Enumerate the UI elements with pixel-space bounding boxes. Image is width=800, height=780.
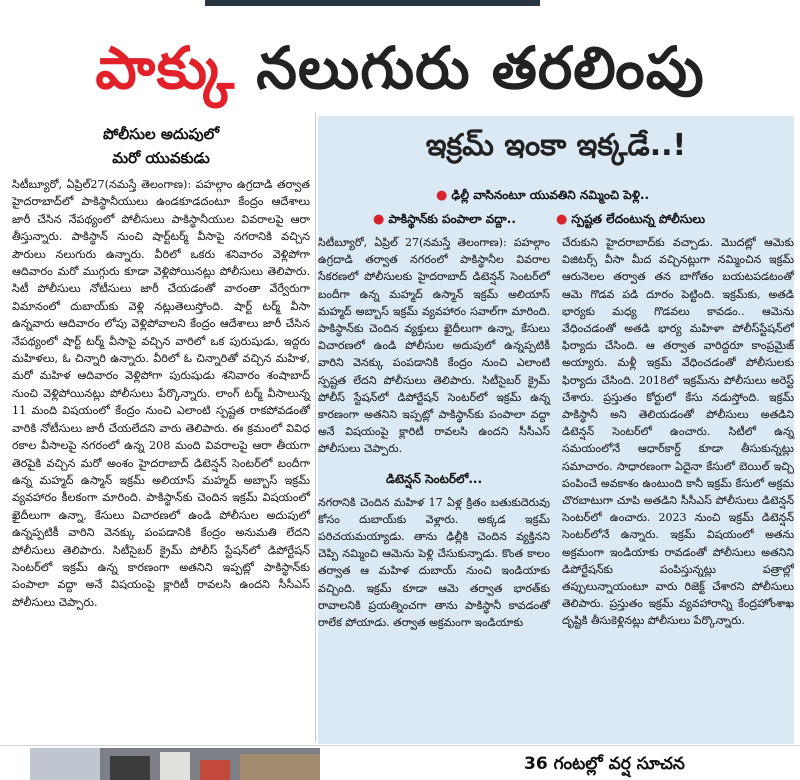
box-midheading: డిటెన్షన్ సెంటర్‌లో...: [385, 471, 483, 486]
left-article: [12, 118, 310, 738]
box-bullet-3: [556, 210, 705, 229]
bullet-dot-icon: ●: [436, 188, 448, 203]
box-bullet-2: [373, 210, 516, 229]
box-bullet-3-text: స్పష్టత లేదంటున్న పోలీసులు: [571, 212, 706, 226]
column-divider: [315, 112, 316, 742]
left-article-body: సిటీబ్యూరో, ఏప్రిల్27(నమస్తే తెలంగాణ): పహల్గాం ఉగ్రదాడి తర్వాత హైదరాబాద్‌లో పాకిస్థానీయులు ఉండకూడదంటూ కేంద్రం ఆదేశాలు జారీ చేసిన నేపథ్యంలో పోలీసులు పాకిస్థానీయుల వివరాలపై ఆరా తీస్తున్నారు. పాకిస్థాన్ నుంచి షార్ట్‌టర్మ్ వీసాపై నగరానికి వచ్చిన పౌరులు నలుగురు ఉన్నారు. వీరిలో ఒకరు శనివారం వెళ్లిపోగా ఆదివారం మరో ముగ్గురు కూడా వెళ్లిపోయినట్లు పోలీసులు తెలిపారు. సిటీ పోలీసులు నోటీసులు జారీ చేయడంతో వారంతా వేర్వేరుగా విమానంలో దుబాయ్‌కు వెళ్లి నట్లుతెలుస్తోంది. షార్ట్ టర్మ్ వీసా ఉన్నవారు ఆదివారం లోపు వెళ్లిపోవాలని కేంద్రం ఆదేశాలు జారీ చేసిన నేపథ్యంలో షార్ట్ టర్మ్ వీసాపై వచ్చిన వారిలో ఒక పురుషుడు, ఇద్దరు మహిళలు, ఓ చిన్నారి ఉన్నారు. వీరిలో ఓ చిన్నారితో వచ్చిన మహిళ, మరో మహిళ ఆదివారం వెళ్లిపోగా పురుషుడు శనివారం శంషాబాద్ నుంచి వెళ్లిపోయినట్లు పోలీసులు పేర్కొన్నారు. లాంగ్ టర్మ్ వీసాలున్న 11 మంది విషయంలో కేంద్రం నుంచి ఎలాంటి స్పష్టత రాకపోవడంతో వారికి నోటీసులు జారీ చేయలేదని వారు తెలిపారు. ఈ క్రమంలో వివిధ రకాల వీసాలపై నగరంలో ఉన్న 208 మంది వివరాలపై ఆరా తీయగా తెరపైకి వచ్చిన మరో అంశం హైదరాబాద్ డిటెన్షన్ సెంటర్‌లో బందీగా ఉన్న మహ్మద్ ఉస్మాన్ ఇక్రమ్ అలియాస్ మహ్మద్ అబ్బాస్ ఇక్రమ్ వ్యవహారం కీలకంగా మారింది. పాకిస్థాన్‌కు చెందిన ఇక్రమ్ విషయంలో ఖైదీలుగా ఉన్నా, కేసులు విచారణలో ఉండి పోలీసుల అదుపులో ఉన్నప్పటికీ వారిని వెనక్కు పంపడానికి కేంద్రం అనుమతి లేదని పోలీసులు తెలిపారు. సిటీసైబర్ క్రైమ్ పోలీస్ స్టేషన్‌లో డిపోర్టేషన్ సెంటర్‌లో ఇక్రమ్ ఉన్న కారణంగా అతనిని ఇప్పట్లో పాకిస్థాన్‌కు పంపాలా వద్దా అనే విషయంపై క్లారిటీ రావలసి ఉందని సీసీఎస్ పోలీసులు చెప్పారు.: [12, 178, 310, 609]
box-column-1-para-2: నగరానికి చెందిన మహిళ 17 ఏళ్ల క్రితం బతుకుదెరువు కోసం దుబాయ్‌కు వెళ్లారు. అక్కడ ఇక్రమ్ పరిచయమయ్యాడు. తాను ఢిల్లీకి చెందిన వ్యక్తినని చెప్పి నమ్మించి ఆమెను పెళ్లి చేసుకున్నాడు. కొంత కాలం తర్వాత ఆ మహిళ దుబాయ్ నుంచి ఇండియాకు వచ్చింది. ఇక్రమ్ కూడా ఆమె తర్వాత భారత్‌కు రావాలనికి ప్రయత్నించగా తాను పాకిస్థానీ కావడంతో రాలేక పోయాడు. తర్వాత అక్రమంగా ఇండియాకు: [318, 495, 550, 630]
bottom-rule: [0, 745, 800, 746]
box-column-2: [562, 234, 794, 630]
box-column-1: [318, 234, 550, 631]
box-headline: ఇక్రమ్ ఇంకా ఇక్కడే..!: [425, 128, 687, 163]
box-bullet-2-text: పాకిస్థాన్‌కు పంపాలా వద్దా..: [388, 212, 516, 226]
bullet-dot-icon: ●: [556, 212, 568, 227]
left-subheading: [12, 122, 310, 170]
box-column-2-text: చేరుకుని హైదరాబాద్‌కు వచ్చాడు. మొదట్లో ఆమెకు విజిటర్స్ వీసా మీద వచ్చినట్లుగా నమ్మించిన ఇక్రమ్ ఆరునెలల తర్వాత తన బాగోతం బయటపడటంతో ఆమె గొడవ పడి దూరం పెట్టింది. ఇక్రమ్‌కు, అతడి భార్యకు మధ్య గొడవలు కావడం.. ఆమెను వేధించడంతో అతడి భార్య మహిళా పోలీస్‌స్టేషన్‌లో ఫిర్యాదు చేసింది. ఆ తర్వాత వారిద్దరూ కాంప్రమైజ్ అయ్యారు. మళ్లీ ఇక్రమ్ వేధించడంతో పోలీసులకు ఫిర్యాదు చేసింది. 2018లో ఇక్రమ్‌ను పోలీసులు అరెస్ట్ చేశారు. ప్రస్తుతం కోర్టులో కేసు నడుస్తోంది. ఇక్రమ్ పాకిస్థానీ అని తెలియడంతో పోలీసులు అతడిని డిటెన్షన్ సెంటర్‌లో ఉంచారు. సిటీలో ఉన్న సమయంలోనే ఆధార్‌కార్డ్ కూడా తీసుకున్నట్లు సమాచారం. సాధారణంగా ఏదైనా కేసులో బెయిల్ ఇచ్చి పంపించే అవకాశం ఉంటుంది కానీ ఇక్రమ్ కేసులో అక్రమ చొరబాటుగా చూపి అతడిని సీసీఎస్ పోలీసులు డిటెన్షన్ సెంటర్‌లో ఉంచారు. 2023 నుంచి ఇక్రమ్ డిటెన్షన్ సెంటర్‌లోనే ఉన్నారు. ఇక్రమ్ విషయంలో అతను అక్రమంగా ఇండియాకు రావడంతో పోలీసులు అతనిని డిపోర్టేషన్‌కు పంపిస్తున్నట్లు పత్రాల్లో తప్పులున్నాయంటూ వారు రిజెక్ట్ చేశారని పోలీసులు తెలిపారు. ప్రస్తుతం ఇక్రమ్ వ్యవహారాన్ని కేంద్రహోంశాఖ దృష్టికి తీసుకెళ్లినట్లు పోలీసులు పేర్కొన్నారు.: [562, 236, 794, 628]
page-headline: [0, 28, 800, 108]
ikram-story-box: [318, 116, 794, 744]
box-column-1-para-1: సిటీబ్యూరో, ఏప్రిల్ 27(నమస్తే తెలంగాణ): పహల్గాం ఉగ్రదాడి తర్వాత నగరంలో పాకిస్థానీల వివరాల సేకరణలో పోలీసులకు హైదరాబాద్ డిటెన్షన్ సెంటర్‌లో బందీగా ఉన్న మహ్మద్ ఉస్మాన్ ఇక్రమ్ అలియాస్ మహ్మద్ అబ్బాస్ ఇక్రమ్ వ్యవహారం సవాల్‌గా మారింది. పాకిస్థాన్‌కు చెందిన వ్యక్తులు ఖైదీలుగా ఉన్నా, కేసులు విచారణలో ఉండి పోలీసుల అదుపులో ఉన్నప్పటికీ వారిని వెనక్కు పంపడానికి కేంద్రం నుంచి ఎలాంటి స్పష్టత లేదని పోలీసులు తెలిపారు. సిటీసైబర్ క్రైమ్ పోలీస్ స్టేషన్‌లో డిపోర్టేషన్ సెంటర్‌లో ఇక్రమ్ ఉన్న కారణంగా అతనిని ఇప్పట్లో పాకిస్థాన్‌కు పంపాలా వద్దా అనే విషయంపై క్లారిటీ రావలసి ఉందని సీసీఎస్ పోలీసులు చెప్పారు.: [318, 236, 550, 456]
headline-red-part: పాక్: [95, 34, 236, 102]
box-bullet-1: [436, 186, 649, 205]
left-subheading-line1: పోలీసుల అదుపులో: [102, 125, 220, 143]
left-subheading-line2: మరో యువకుడు: [112, 149, 210, 167]
news-photo: [30, 748, 320, 780]
box-bullet-1-text: ఢిల్లీ వాసినంటూ యువతిని నమ్మించి పెళ్లి..: [451, 188, 650, 202]
bullet-dot-icon: ●: [373, 212, 385, 227]
top-bar: [205, 0, 540, 6]
bottom-headline: 36 గంటల్లో వర్ష సూచన: [524, 754, 685, 774]
headline-black-part: కు నలుగురు తరలింపు: [235, 34, 705, 102]
